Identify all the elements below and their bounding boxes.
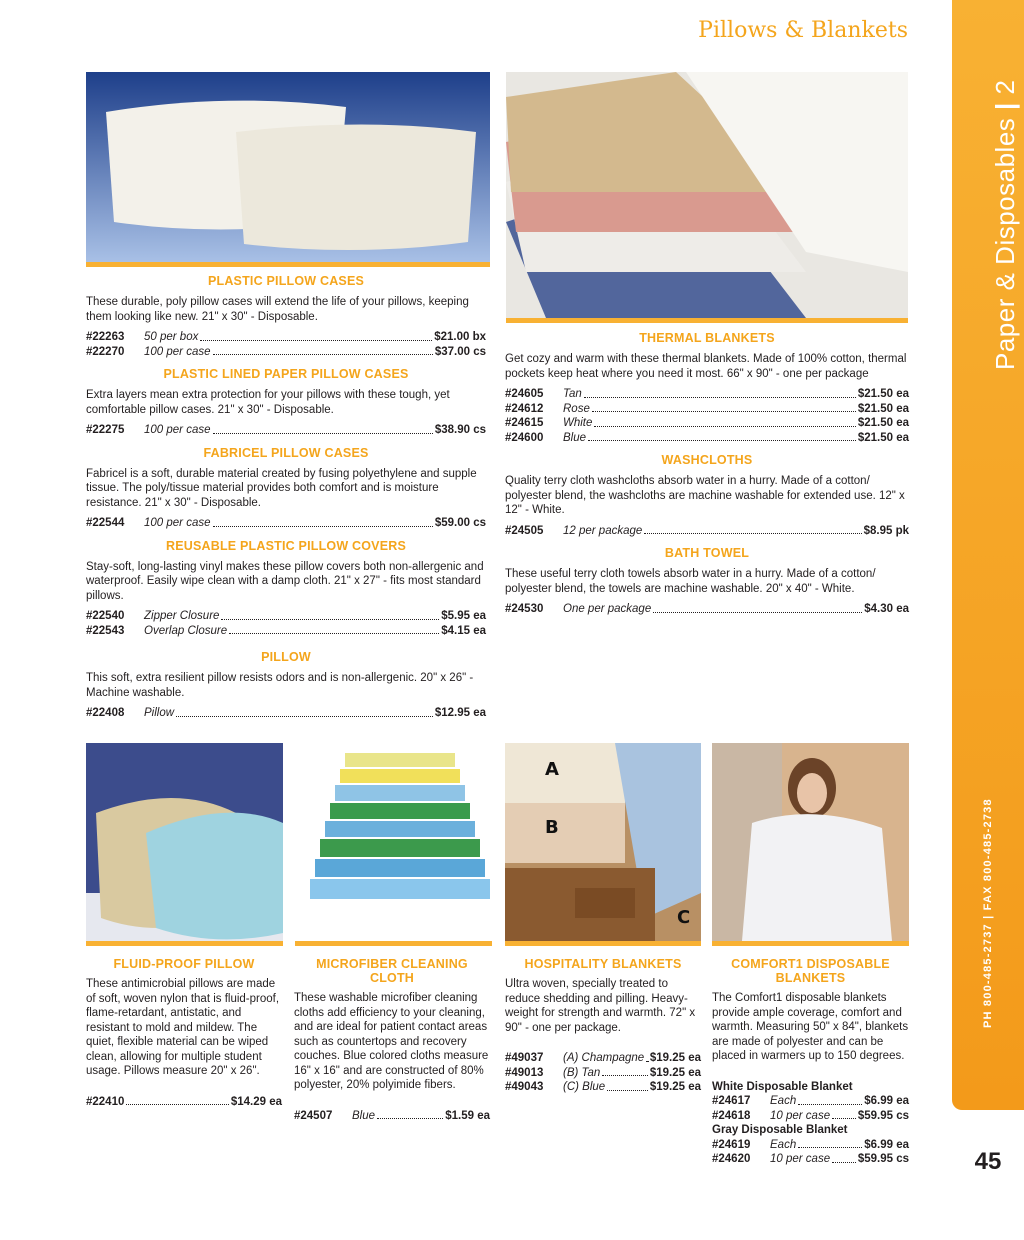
leader-dots	[602, 1066, 648, 1077]
fabricel-title: FABRICEL PILLOW CASES	[203, 445, 369, 460]
thermal-blankets-photo	[506, 72, 908, 323]
price-row	[712, 1152, 909, 1167]
price: $59.95 cs	[857, 1153, 909, 1165]
price-row	[86, 706, 486, 721]
sku: #24612	[505, 402, 544, 415]
reusable-title: REUSABLE PLASTIC PILLOW COVERS	[165, 538, 407, 553]
bath-towel-desc: These useful terry cloth towels absorb water in a hurry. Made of a cotton/ polyester blend, the towels are machine washable. 20" x 40" - White.	[505, 568, 876, 595]
leader-dots	[200, 330, 432, 341]
leader-dots	[221, 609, 439, 620]
leader-dots	[126, 1095, 228, 1106]
page-title: Pillows & Blankets	[698, 18, 908, 43]
sku: #49037	[505, 1052, 544, 1064]
price: $21.50 ea	[857, 417, 909, 429]
item-desc: Each	[770, 1095, 797, 1107]
leader-dots	[646, 1051, 648, 1062]
price-row	[712, 1109, 909, 1124]
comfort1-image-icon	[712, 743, 909, 941]
price: $21.00 bx	[434, 331, 486, 343]
gray-blanket-label: Gray Disposable Blanket	[712, 1124, 848, 1136]
page-number: 45	[974, 1148, 1002, 1175]
price: $8.95 pk	[863, 524, 909, 537]
plastic-pillow-photo	[86, 72, 490, 267]
item-desc: 100 per case	[144, 517, 211, 529]
blanket-stack-image-icon	[506, 72, 908, 318]
price-row	[86, 1095, 282, 1110]
pillow-image-icon	[86, 72, 490, 262]
item-desc: 10 per case	[770, 1153, 831, 1165]
price: $14.29 ea	[230, 1095, 282, 1108]
item-desc: White	[563, 417, 593, 429]
phone-fax-text: PH 800-485-2737 | FAX 800-485-2738	[982, 798, 994, 1028]
price-row	[505, 387, 909, 402]
plastic-pillow-cases-title: PLASTIC PILLOW CASES	[207, 274, 365, 288]
leader-dots	[592, 402, 856, 413]
price-row	[505, 1080, 701, 1095]
sidebar-section-number: 2	[990, 79, 1020, 95]
price-row	[86, 609, 486, 624]
price-row	[505, 402, 909, 417]
price: $59.95 cs	[857, 1109, 909, 1122]
price: $19.25 ea	[649, 1066, 701, 1079]
price: $19.25 ea	[649, 1081, 701, 1093]
pillow-title: PILLOW	[261, 650, 311, 664]
leader-dots	[798, 1138, 862, 1149]
sidebar-phone	[960, 770, 1020, 1030]
item-desc: 12 per package	[563, 524, 643, 537]
price: $37.00 cs	[434, 345, 486, 358]
price-row	[86, 624, 486, 639]
plastic-pillow-cases-desc: These durable, poly pillow cases will extend the life of your pillows, keeping them looking like new. 21" x 30" - Disposable.	[86, 296, 469, 323]
microfiber-title: MICROFIBER CLEANING CLOTH	[316, 957, 468, 985]
price: $21.50 ea	[857, 388, 909, 400]
price: $21.50 ea	[857, 431, 909, 444]
price-row	[86, 516, 486, 531]
item-desc: Rose	[563, 402, 590, 415]
leader-dots	[832, 1152, 856, 1163]
hospitality-blankets-photo	[505, 743, 701, 946]
thermal-desc: Get cozy and warm with these thermal blankets. Made of 100% cotton, thermal pockets keep heat where you need it most. 66" x 90" - one per package	[505, 353, 907, 380]
leader-dots	[594, 416, 855, 427]
sku: #24619	[712, 1138, 751, 1151]
leader-dots	[798, 1094, 862, 1105]
price: $38.90 cs	[434, 424, 486, 436]
sku: #24605	[505, 388, 544, 400]
hospitality-desc: Ultra woven, specially treated to reduce shedding and pilling. Heavy-weight for strength and warmth. 72" x 90" - one per package.	[505, 978, 696, 1034]
leader-dots	[213, 423, 433, 434]
thermal-title: THERMAL BLANKETS	[639, 331, 775, 345]
price-row	[294, 1109, 490, 1124]
sku: #22408	[86, 707, 125, 719]
item-desc: 10 per case	[770, 1109, 831, 1122]
price-row	[505, 1066, 701, 1081]
leader-dots	[229, 624, 439, 635]
microfiber-cloth-photo	[295, 743, 492, 946]
price: $6.99 ea	[864, 1138, 909, 1151]
sku: #22270	[86, 345, 125, 358]
reusable-desc: Stay-soft, long-lasting vinyl makes these pillow covers both non-allergenic and waterproof. Easily wipe clean with a damp cloth. 21" x 27" - fits most standard pillows.	[86, 560, 484, 602]
cloth-stack-image-icon	[295, 743, 492, 941]
item-desc: Overlap Closure	[144, 624, 228, 637]
sku: #49013	[505, 1066, 544, 1079]
price: $21.50 ea	[857, 402, 909, 415]
price-row	[505, 524, 909, 539]
fabricel-desc: Fabricel is a soft, durable material created by fusing polyethylene and supple tissue. The poly/tissue material provides both comfort and is moisture resistance. 21" x 30" - Disposable.	[86, 467, 477, 509]
sku: #22410	[86, 1095, 125, 1108]
sidebar-section-name: Paper & Disposables	[990, 117, 1020, 370]
fluid-proof-desc: These antimicrobial pillows are made of soft, woven nylon that is fluid-proof, flame-retardant, antistatic, and resistant to mold and mildew. The quiet, flexible material can be wiped clean, allowing for multiple student usage. Pillows measure 20" x 26".	[86, 978, 280, 1077]
item-desc: (A) Champagne	[563, 1052, 645, 1064]
bath-towel-title: BATH TOWEL	[664, 546, 750, 560]
sidebar-divider: |	[990, 102, 1020, 110]
hospitality-title: HOSPITALITY BLANKETS	[524, 957, 682, 971]
sku: #24617	[712, 1095, 751, 1107]
item-desc: (C) Blue	[563, 1081, 606, 1093]
fluid-pillow-image-icon	[86, 743, 283, 941]
washcloths-title: WASHCLOTHS	[661, 453, 753, 467]
sku: #24505	[505, 524, 544, 537]
leader-dots	[644, 524, 861, 535]
price-row	[86, 423, 486, 438]
fluid-proof-title: FLUID-PROOF PILLOW	[113, 957, 255, 971]
item-desc: Tan	[563, 388, 582, 400]
price: $4.30 ea	[864, 603, 909, 615]
price-row	[86, 345, 486, 360]
sku: #24618	[712, 1109, 751, 1122]
price-row	[712, 1138, 909, 1153]
sku: #24530	[505, 603, 544, 615]
price: $59.00 cs	[434, 517, 486, 529]
sku: #22540	[86, 610, 125, 622]
sku: #22544	[86, 517, 125, 529]
item-desc: Zipper Closure	[144, 610, 220, 622]
sku: #24615	[505, 417, 544, 429]
pillow-desc: This soft, extra resilient pillow resists odors and is non-allergenic. 20" x 26" - Machine washable.	[86, 672, 474, 699]
hospitality-image-icon	[505, 743, 701, 941]
item-desc: (B) Tan	[563, 1066, 601, 1079]
price-row	[712, 1094, 909, 1109]
plastic-lined-desc: Extra layers mean extra protection for your pillows with these tough, yet comfortable pillow cases. 21" x 30" - Disposable.	[86, 389, 450, 416]
sku: #22263	[86, 331, 125, 343]
plastic-lined-title: PLASTIC LINED PAPER PILLOW CASES	[163, 367, 409, 381]
item-desc: One per package	[563, 603, 652, 615]
item-desc: Blue	[352, 1109, 376, 1122]
fluid-proof-pillow-photo	[86, 743, 283, 946]
item-desc: Blue	[563, 431, 587, 444]
item-desc: 100 per case	[144, 345, 211, 358]
sidebar-section-title	[960, 60, 1020, 370]
washcloths-desc: Quality terry cloth washcloths absorb water in a hurry. Made of a cotton/ polyester blend, the washcloths are machine washable for extended use. 12" x 12" - White.	[505, 475, 905, 516]
price-row	[505, 431, 909, 446]
price-row	[505, 602, 909, 617]
comfort1-blanket-photo	[712, 743, 909, 946]
leader-dots	[377, 1109, 443, 1120]
leader-dots	[176, 706, 433, 717]
sku: #22275	[86, 424, 125, 436]
sku: #49043	[505, 1081, 544, 1093]
price-row	[505, 1051, 701, 1066]
leader-dots	[584, 387, 856, 398]
sku: #24600	[505, 431, 544, 444]
microfiber-desc: These washable microfiber cleaning cloths add efficiency to your cleaning, and are ideal for patient contact areas such as countertops and recovery couches. Blue colored cloths measure 16" x 16" and are constructed of 80% polyester, 20% polyimide fibers.	[294, 992, 489, 1091]
sku: #24507	[294, 1109, 333, 1122]
white-blanket-label: White Disposable Blanket	[712, 1080, 853, 1093]
sku: #22543	[86, 624, 125, 637]
price: $6.99 ea	[864, 1095, 909, 1107]
item-desc: Each	[770, 1138, 797, 1151]
item-desc: 100 per case	[144, 424, 211, 436]
comfort1-title: COMFORT1 DISPOSABLE BLANKETS	[731, 957, 890, 985]
price: $19.25 ea	[649, 1052, 701, 1064]
leader-dots	[213, 345, 433, 356]
leader-dots	[653, 602, 862, 613]
price: $5.95 ea	[441, 610, 486, 622]
comfort1-desc: The Comfort1 disposable blankets provide ample coverage, comfort and warmth. Measuring 50" x 84", blankets are made of polyester and can be placed in warmers up to 150 degrees.	[712, 992, 909, 1062]
label-c: C	[677, 907, 691, 928]
leader-dots	[607, 1080, 648, 1091]
item-desc: Pillow	[144, 707, 175, 719]
item-desc: 50 per box	[144, 331, 199, 343]
price: $4.15 ea	[441, 624, 486, 637]
leader-dots	[832, 1109, 856, 1120]
label-a: A	[545, 759, 559, 780]
price-row	[86, 330, 486, 345]
leader-dots	[213, 516, 433, 527]
price: $12.95 ea	[434, 707, 486, 719]
price-row	[505, 416, 909, 431]
leader-dots	[588, 431, 856, 442]
price: $1.59 ea	[445, 1109, 490, 1122]
sku: #24620	[712, 1153, 751, 1165]
label-b: B	[545, 817, 559, 838]
